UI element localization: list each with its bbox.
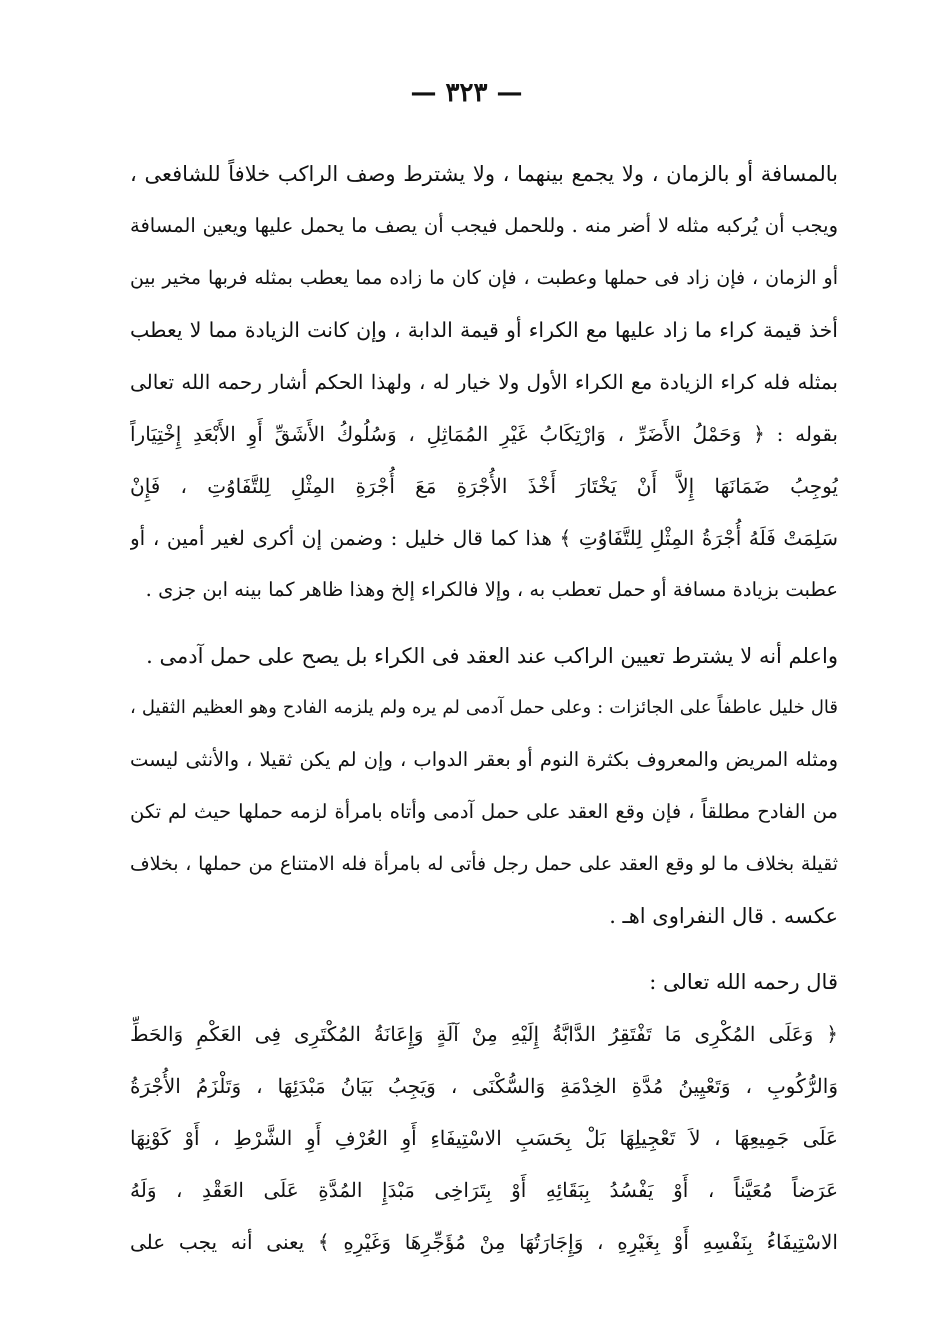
body-text <box>130 148 838 1268</box>
text-line: سَلِمَتْ فَلَهُ أُجْرَةُ المِثْلِ لِلتَّفَاوُتِ ﴾ هذا كما قال خليل : وضمن إن أكرى لغير أمين ، أو <box>130 526 838 550</box>
text-line: عَرَضاً مُعَيَّناً ، أَوْ يَفْسُدُ بِبَقَائِهِ أَوْ بِتَرَاخِى مَبْدَإِ المُدَّةِ عَلَى العَقْدِ ، وَلَهُ <box>130 1178 838 1202</box>
text-line: عَلَى جَمِيعِهَا ، لاَ تَعْجِيلِهَا بَلْ بِحَسَبِ الاسْتِيفَاءِ أَوِ العُرْفِ أَوِ الشَّرْطِ ، أَوْ كَوْنِهَا <box>130 1126 838 1150</box>
paragraph-gap <box>130 942 838 956</box>
text-line: يُوجِبُ ضَمَانَهَا إِلاَّ أَنْ يَخْتَارَ أَخْذَ الأُجْرَةِ مَعَ أُجْرَةِ المِثْلِ لِلتَّفَاوُتِ ، فَإِنْ <box>130 474 838 498</box>
paragraph-gap <box>130 616 838 630</box>
text-line: من الفادح مطلقاً ، فإن وقع العقد على حمل آدمى وأتاه بامرأة لزمه حملها حيث لم تكن <box>130 800 838 823</box>
text-line: قال رحمه الله تعالى : <box>649 970 838 994</box>
text-line: ويجب أن يُركبه مثله لا أضر منه . وللحمل فيجب أن يصف ما يحمل عليها ويعين المسافة <box>130 214 838 237</box>
text-line: وَالرُّكُوبِ ، وَتَعْيِينُ مُدَّةِ الخِدْمَةِ وَالسُّكْنَى ، وَيَجِبُ بَيَانُ مَبْدَئِهَا ، وَتَلْزَمُ الأُجْرَةُ <box>130 1074 838 1098</box>
text-line: الاسْتِيفَاءُ بِنَفْسِهِ أَوْ بِغَيْرِهِ ، وَإِجَارَتُهَا مِنْ مُؤَجِّرِهَا وَغَيْرِهِ ﴾ يعنى أنه يجب على <box>130 1230 838 1254</box>
text-line: أو الزمان ، فإن زاد فى حملها وعطبت ، فإن كان ما زاده مما يعطب بمثله فربها مخير بين <box>130 267 838 289</box>
page-number: — ٣٢٣ — <box>410 78 523 108</box>
text-line: بمثله فله كراء الزيادة مع الكراء الأول ولا خيار له ، ولهذا الحكم أشار رحمه الله تعالى <box>130 370 838 394</box>
text-line: بالمسافة أو بالزمان ، ولا يجمع بينهما ، ولا يشترط وصف الراكب خلافاً للشافعى ، <box>130 162 838 186</box>
text-line: قال خليل عاطفاً على الجائزات : وعلى حمل آدمى لم يره ولم يلزمه الفادح وهو العظيم الثقيل ، <box>130 697 838 718</box>
text-line: واعلم أنه لا يشترط تعيين الراكب عند العقد فى الكراء بل يصح على حمل آدمى . <box>146 644 838 668</box>
text-line: ﴿ وَعَلَى المُكْرِى مَا تَفْتَقِرُ الدَّابَّةُ إِلَيْهِ مِنْ آلَةٍ وَإِعَانَةُ المُكْتَرِى فِى العَكْمِ وَالحَطِّ <box>130 1022 838 1046</box>
text-line: عطبت بزيادة مسافة أو حمل تعطب به ، وإلا فالكراء إلخ وهذا ظاهر كما بينه ابن جزى . <box>145 578 838 601</box>
text-line: ومثله المريض والمعروف بكثرة النوم أو بعقر الدواب ، وإن لم يكن ثقيلا ، والأنثى ليست <box>130 748 838 771</box>
text-line: عكسه . قال النفراوى اهـ . <box>609 904 838 928</box>
text-line: ثقيلة بخلاف ما لو وقع العقد على حمل رجل فأتى له بامرأة فله الامتناع من حملها ، بخلاف <box>130 853 838 875</box>
text-line: أخذ قيمة كراء ما زاد عليها مع الكراء أو قيمة الدابة ، وإن كانت الزيادة مما لا يعطب <box>130 318 838 342</box>
text-line: بقوله : ﴿ وَحَمْلُ الأَضَرِّ ، وَارْتِكَابُ غَيْرِ المُمَاثِلِ ، وَسُلُوكُ الأَشَقِّ أَوِ الأَبْعَدِ إِخْتِيَاراً <box>130 422 838 446</box>
